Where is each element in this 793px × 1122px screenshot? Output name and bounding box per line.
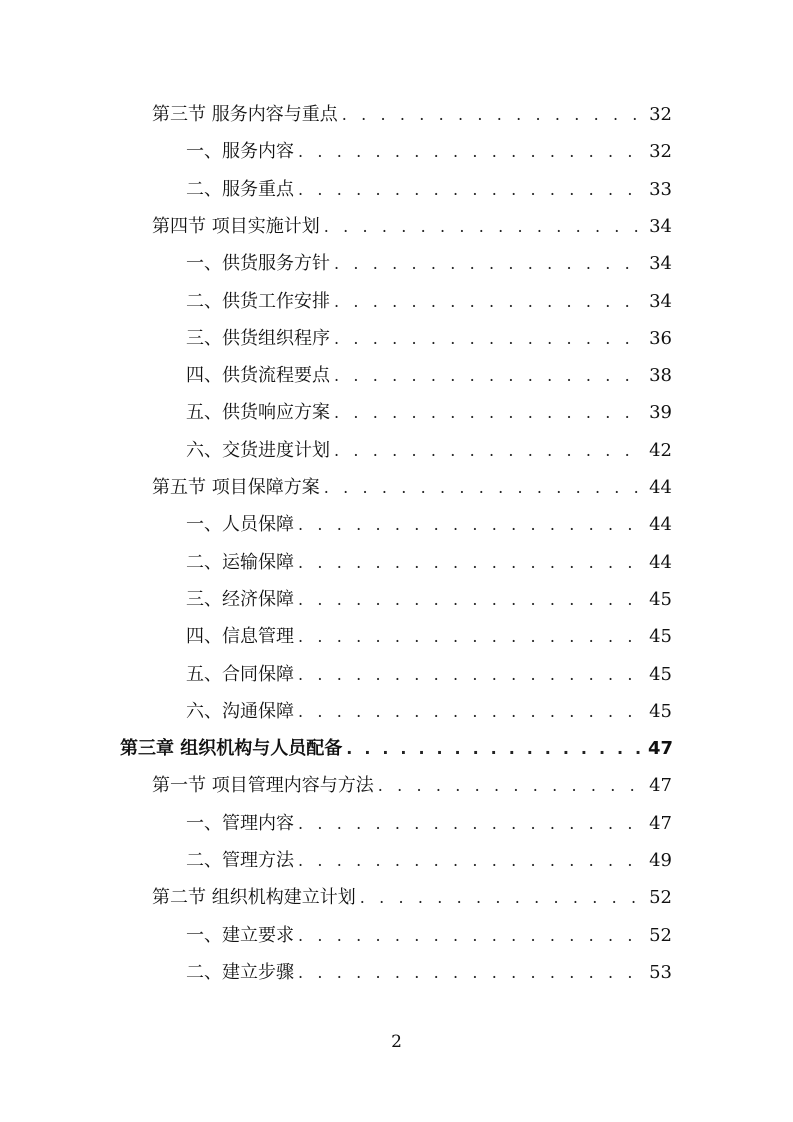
dot-leader bbox=[334, 436, 644, 466]
dot-leader bbox=[298, 660, 644, 690]
toc-entry-item[interactable] bbox=[186, 958, 672, 988]
toc-entry-item[interactable] bbox=[186, 846, 672, 876]
toc-entry-title: 三、供货组织程序 bbox=[186, 327, 330, 349]
toc-entry-title: 一、人员保障 bbox=[186, 514, 294, 536]
toc-entry-title: 二、管理方法 bbox=[186, 850, 294, 871]
toc-entry-title: 二、服务重点 bbox=[186, 178, 294, 200]
toc-entry-page: 33 bbox=[649, 178, 672, 200]
toc-entry-section[interactable] bbox=[152, 473, 672, 503]
toc-entry-title: 四、供货流程要点 bbox=[186, 365, 330, 387]
toc-entry-page: 47 bbox=[649, 812, 672, 834]
toc-entry-item[interactable] bbox=[186, 660, 672, 690]
toc-entry-item[interactable] bbox=[186, 249, 672, 279]
toc-entry-item[interactable] bbox=[186, 548, 672, 578]
toc-entry-title: 六、沟通保障 bbox=[186, 700, 294, 722]
toc-entry-page: 47 bbox=[649, 775, 672, 797]
toc-entry-title: 一、建立要求 bbox=[186, 924, 294, 946]
dot-leader bbox=[298, 510, 644, 540]
toc-entry-page: 32 bbox=[649, 104, 672, 125]
toc-entry-page: 45 bbox=[649, 700, 672, 722]
toc-entry-title: 第二节 组织机构建立计划 bbox=[152, 887, 356, 909]
toc-entry-title: 六、交货进度计划 bbox=[186, 439, 330, 461]
toc-entry-section[interactable] bbox=[152, 212, 672, 242]
toc-entry-page: 45 bbox=[649, 626, 672, 648]
toc-entry-page: 49 bbox=[649, 850, 672, 871]
toc-entry-page: 44 bbox=[649, 477, 672, 498]
dot-leader bbox=[298, 921, 644, 951]
toc-entry-page: 44 bbox=[649, 551, 672, 573]
toc-entry-title: 三、经济保障 bbox=[186, 588, 294, 610]
dot-leader bbox=[360, 883, 644, 913]
dot-leader bbox=[298, 548, 644, 578]
toc-entry-title: 二、运输保障 bbox=[186, 551, 294, 573]
toc-entry-title: 一、服务内容 bbox=[186, 141, 294, 163]
dot-leader bbox=[334, 287, 644, 317]
dot-leader bbox=[324, 212, 644, 242]
toc-entry-page: 32 bbox=[649, 141, 672, 163]
toc-entry-title: 二、供货工作安排 bbox=[186, 290, 330, 312]
dot-leader bbox=[298, 622, 644, 652]
toc-entry-title: 五、供货响应方案 bbox=[186, 402, 330, 424]
toc-entry-item[interactable] bbox=[186, 921, 672, 951]
toc-entry-item[interactable] bbox=[186, 436, 672, 466]
toc-entry-item[interactable] bbox=[186, 137, 672, 167]
toc-entry-title: 第三节 服务内容与重点 bbox=[152, 104, 338, 125]
toc-entry-item[interactable] bbox=[186, 361, 672, 391]
dot-leader bbox=[334, 249, 644, 279]
dot-leader bbox=[346, 734, 644, 764]
toc-entry-item[interactable] bbox=[186, 287, 672, 317]
toc-entry-page: 39 bbox=[649, 402, 672, 424]
toc-entry-title: 第三章 组织机构与人员配备 bbox=[120, 738, 343, 760]
toc-entry-title: 一、供货服务方针 bbox=[186, 253, 330, 275]
toc-entry-title: 一、管理内容 bbox=[186, 812, 294, 834]
dot-leader bbox=[298, 958, 644, 988]
dot-leader bbox=[334, 361, 644, 391]
toc-entry-page: 38 bbox=[649, 365, 672, 387]
dot-leader bbox=[298, 585, 644, 615]
toc-entry-item[interactable] bbox=[186, 510, 672, 540]
toc-entry-section[interactable] bbox=[152, 771, 672, 801]
toc-entry-page: 45 bbox=[649, 588, 672, 610]
toc-entry-item[interactable] bbox=[186, 697, 672, 727]
dot-leader bbox=[298, 809, 644, 839]
dot-leader bbox=[298, 137, 644, 167]
dot-leader bbox=[342, 100, 644, 130]
page-number: 2 bbox=[391, 1032, 402, 1052]
toc-entry-title: 第一节 项目管理内容与方法 bbox=[152, 775, 374, 797]
dot-leader bbox=[378, 771, 644, 801]
toc-entry-page: 52 bbox=[649, 887, 672, 909]
toc-entry-page: 53 bbox=[649, 961, 672, 983]
toc-entry-title: 二、建立步骤 bbox=[186, 961, 294, 983]
dot-leader bbox=[298, 846, 644, 876]
toc-entry-title: 五、合同保障 bbox=[186, 663, 294, 685]
dot-leader bbox=[334, 398, 644, 428]
toc-entry-page: 36 bbox=[649, 327, 672, 349]
toc-entry-page: 34 bbox=[649, 290, 672, 312]
toc-entry-page: 34 bbox=[649, 215, 672, 237]
toc-entry-title: 第四节 项目实施计划 bbox=[152, 215, 320, 237]
toc-entry-item[interactable] bbox=[186, 175, 672, 205]
dot-leader bbox=[298, 175, 644, 205]
dot-leader bbox=[324, 473, 644, 503]
dot-leader bbox=[298, 697, 644, 727]
toc-entry-chapter[interactable] bbox=[120, 734, 672, 764]
toc-entry-page: 44 bbox=[649, 514, 672, 536]
toc-entry-page: 34 bbox=[649, 253, 672, 275]
toc-entry-page: 47 bbox=[648, 738, 674, 760]
toc-entry-item[interactable] bbox=[186, 809, 672, 839]
toc-entry-item[interactable] bbox=[186, 622, 672, 652]
toc-entry-title: 第五节 项目保障方案 bbox=[152, 477, 320, 498]
toc-entry-title: 四、信息管理 bbox=[186, 626, 294, 648]
toc-entry-item[interactable] bbox=[186, 398, 672, 428]
toc-entry-section[interactable] bbox=[152, 100, 672, 130]
toc-entry-item[interactable] bbox=[186, 585, 672, 615]
toc-entry-item[interactable] bbox=[186, 324, 672, 354]
toc-entry-page: 42 bbox=[649, 439, 672, 461]
toc-entry-page: 45 bbox=[649, 663, 672, 685]
toc-entry-page: 52 bbox=[649, 924, 672, 946]
dot-leader bbox=[334, 324, 644, 354]
toc-entry-section[interactable] bbox=[152, 883, 672, 913]
